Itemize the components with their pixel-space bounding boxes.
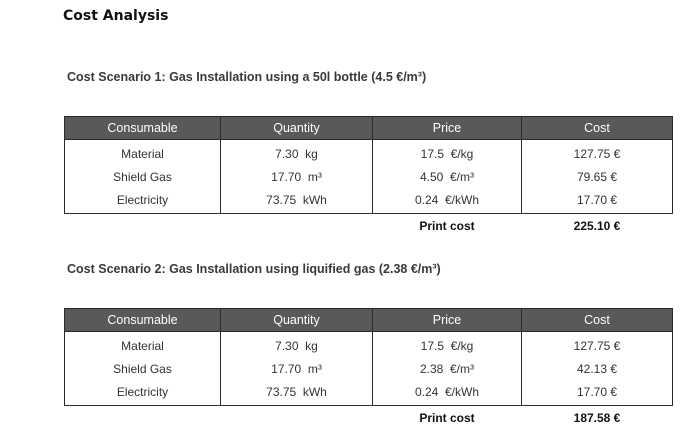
table-header-row	[65, 309, 673, 332]
column-header-price: Price	[373, 309, 522, 332]
table-row	[65, 357, 673, 380]
cell-consumable: Shield Gas	[65, 165, 221, 188]
column-header-cost: Cost	[522, 309, 673, 332]
table-row	[65, 140, 673, 166]
scenario-heading: Cost Scenario 1: Gas Installation using a 50l bottle (4.5 €/m³)	[67, 70, 427, 84]
column-header-price: Price	[373, 117, 522, 140]
column-header-quantity: Quantity	[221, 117, 373, 140]
table-row	[65, 332, 673, 358]
cell-consumable: Material	[65, 332, 221, 358]
cell-price: 17.5 €/kg	[373, 140, 522, 166]
table-row	[65, 380, 673, 406]
cell-quantity: 73.75 kWh	[221, 188, 373, 214]
column-header-cost: Cost	[522, 117, 673, 140]
cell-quantity: 17.70 m³	[221, 165, 373, 188]
column-header-consumable: Consumable	[65, 117, 221, 140]
cell-cost: 17.70 €	[522, 188, 673, 214]
cell-cost: 79.65 €	[522, 165, 673, 188]
cell-quantity: 7.30 kg	[221, 140, 373, 166]
cell-cost: 127.75 €	[522, 332, 673, 358]
total-value: 225.10 €	[573, 218, 621, 233]
cell-consumable: Material	[65, 140, 221, 166]
cell-price: 0.24 €/kWh	[373, 188, 522, 214]
total-row	[65, 406, 673, 430]
cell-price: 2.38 €/m³	[373, 357, 522, 380]
cell-price: 0.24 €/kWh	[373, 380, 522, 406]
total-label: Print cost	[419, 410, 475, 425]
cell-price: 17.5 €/kg	[373, 332, 522, 358]
cell-cost: 127.75 €	[522, 140, 673, 166]
table-row	[65, 188, 673, 214]
cell-consumable: Electricity	[65, 380, 221, 406]
column-header-consumable: Consumable	[65, 309, 221, 332]
cell-cost: 42.13 €	[522, 357, 673, 380]
cell-cost: 17.70 €	[522, 380, 673, 406]
cost-table	[64, 116, 673, 237]
total-label: Print cost	[419, 218, 475, 233]
table-row	[65, 165, 673, 188]
page-title: Cost Analysis	[63, 8, 169, 24]
column-header-quantity: Quantity	[221, 309, 373, 332]
table-header-row	[65, 117, 673, 140]
total-row	[65, 214, 673, 238]
cell-consumable: Electricity	[65, 188, 221, 214]
cell-quantity: 73.75 kWh	[221, 380, 373, 406]
cell-price: 4.50 €/m³	[373, 165, 522, 188]
cell-consumable: Shield Gas	[65, 357, 221, 380]
cost-table	[64, 308, 673, 429]
cell-quantity: 17.70 m³	[221, 357, 373, 380]
scenario-heading: Cost Scenario 2: Gas Installation using liquified gas (2.38 €/m³)	[67, 262, 441, 276]
cell-quantity: 7.30 kg	[221, 332, 373, 358]
total-value: 187.58 €	[573, 410, 621, 425]
